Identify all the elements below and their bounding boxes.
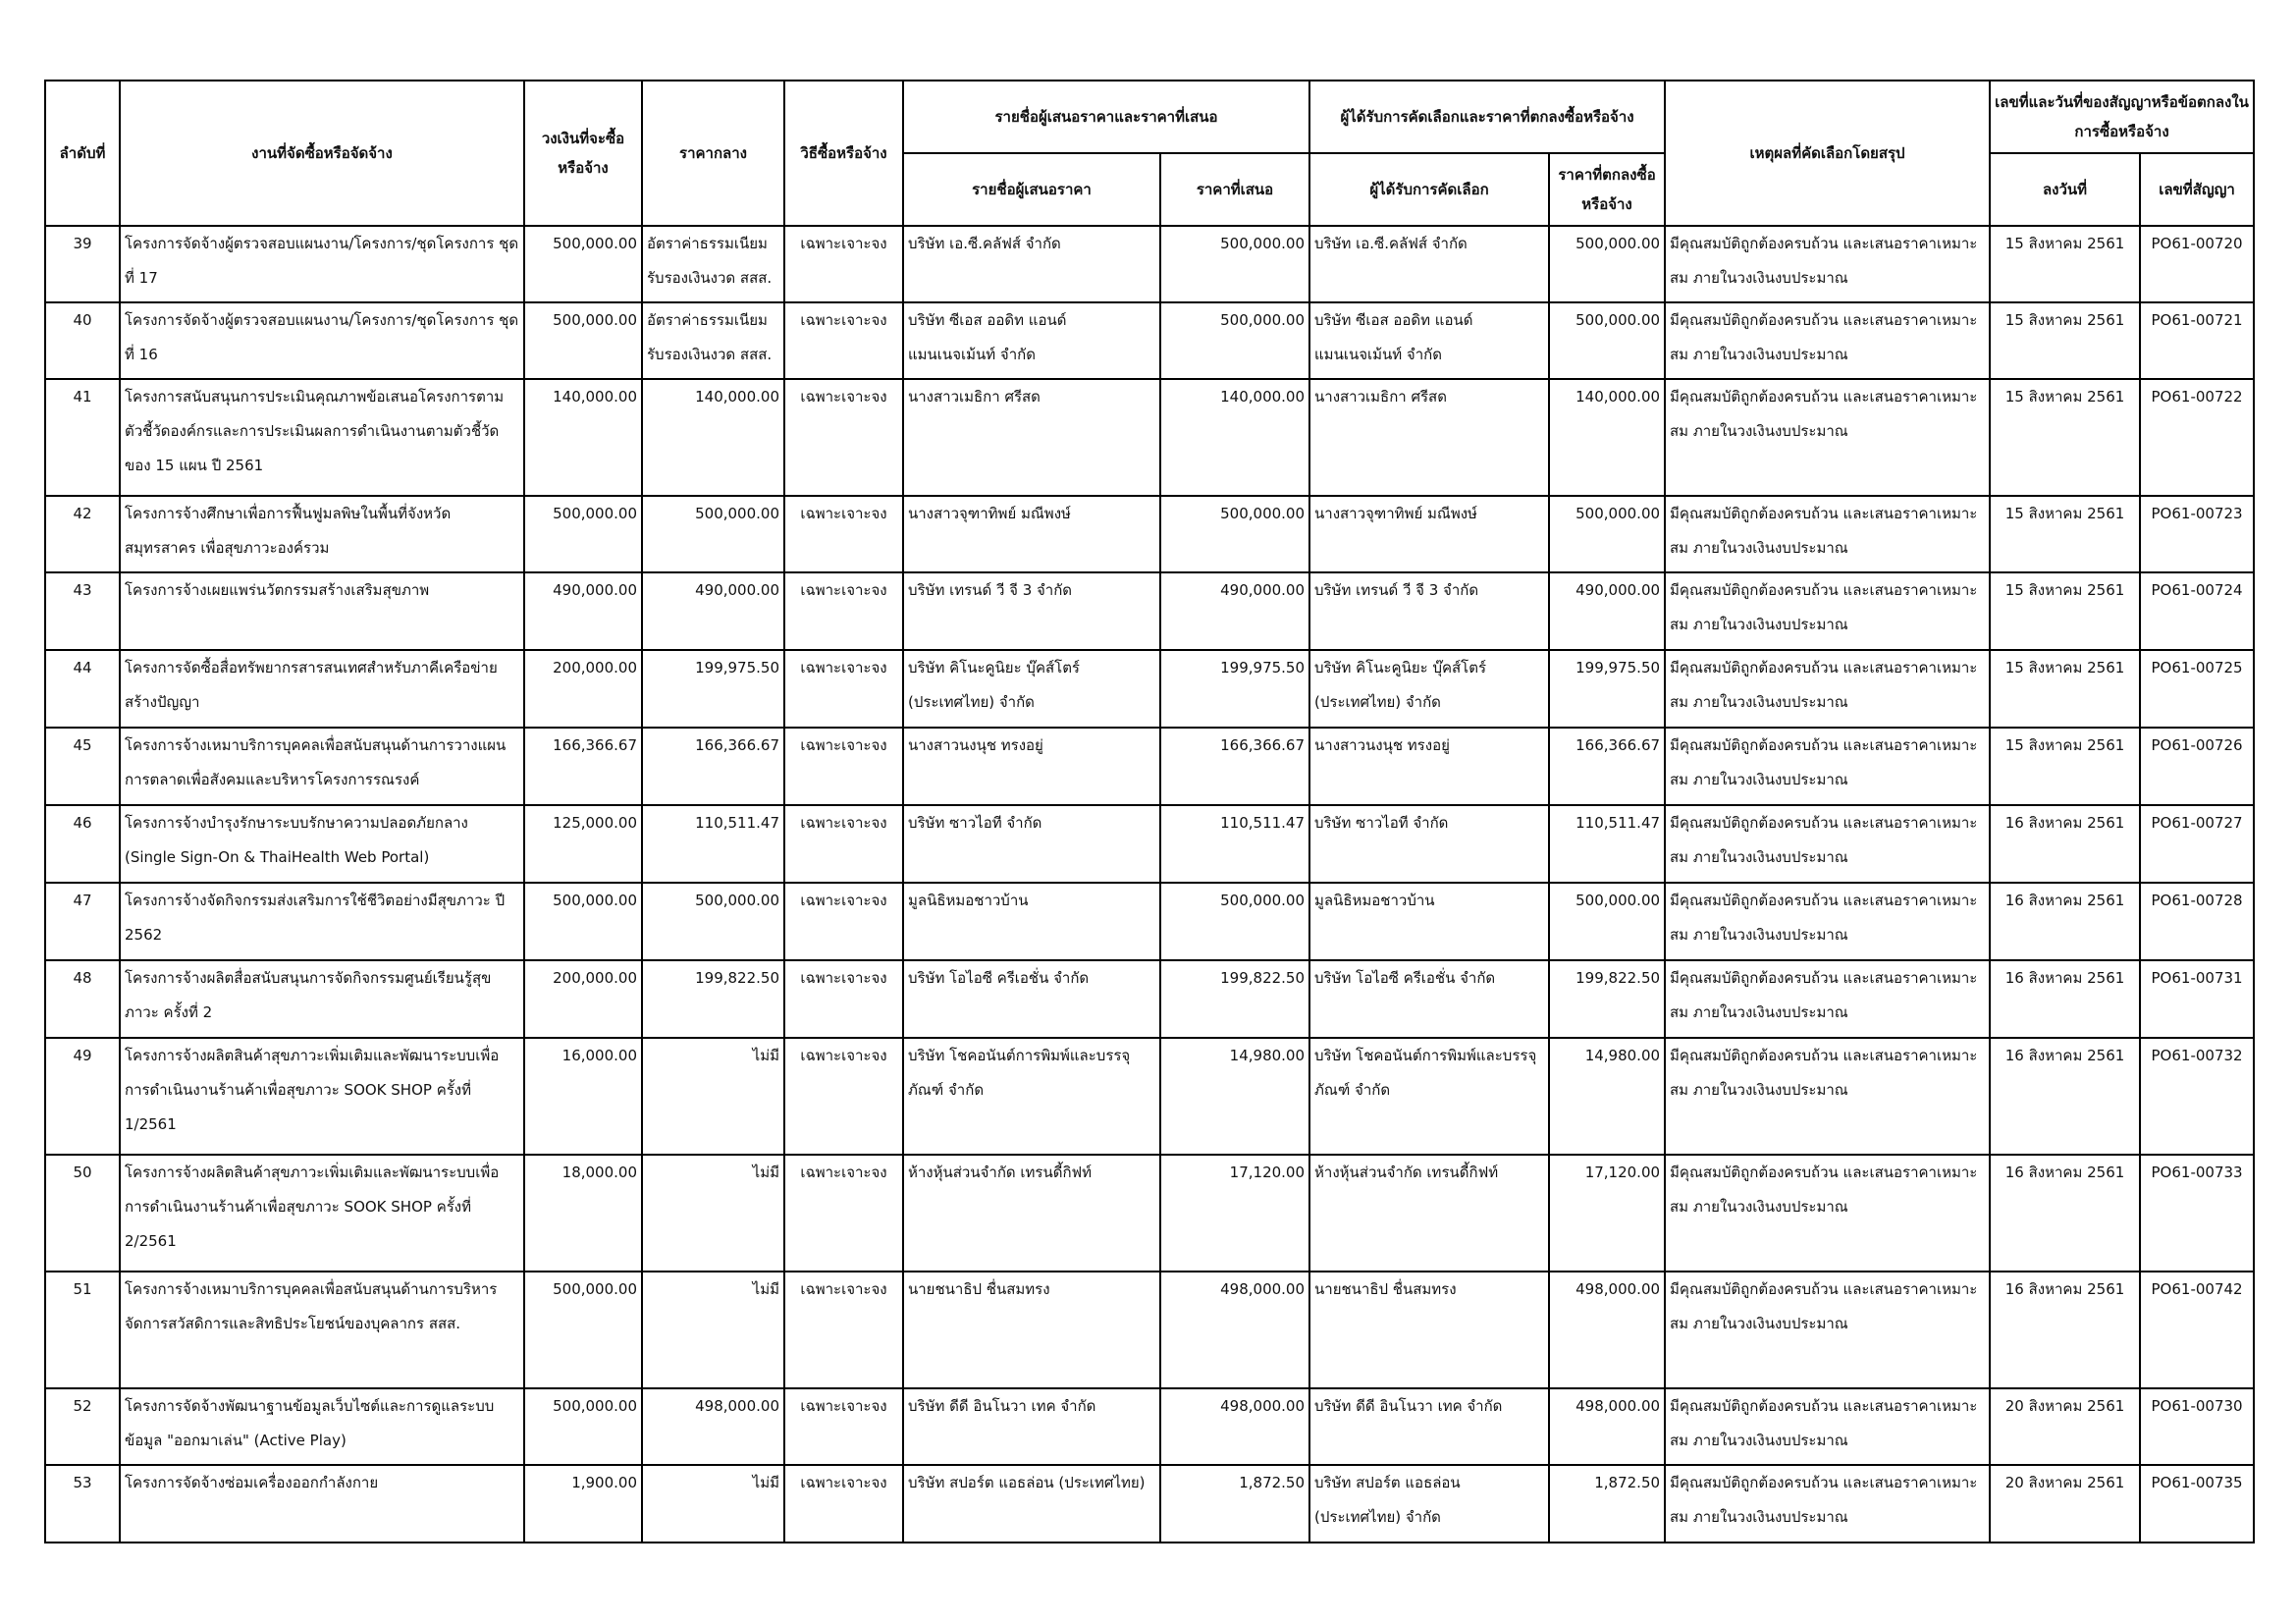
header-budget: วงเงินที่จะซื้อหรือจ้าง bbox=[524, 81, 642, 226]
header-bidder-name: รายชื่อผู้เสนอราคา bbox=[903, 153, 1160, 226]
cell-no: 47 bbox=[45, 883, 120, 960]
cell-budget: 500,000.00 bbox=[524, 302, 642, 379]
cell-selected-name: บริษัท เทรนด์ วี จี 3 จำกัด bbox=[1309, 572, 1549, 650]
cell-agreed-price: 199,822.50 bbox=[1549, 960, 1665, 1038]
procurement-report-sheet bbox=[44, 80, 2255, 1543]
cell-selected-name: ห้างหุ้นส่วนจำกัด เทรนดี้กิฟท์ bbox=[1309, 1155, 1549, 1272]
cell-contract-no: PO61-00722 bbox=[2140, 379, 2254, 496]
cell-budget: 16,000.00 bbox=[524, 1038, 642, 1155]
cell-no: 44 bbox=[45, 650, 120, 728]
cell-selected-name: บริษัท ซาวไอที จำกัด bbox=[1309, 805, 1549, 883]
cell-no: 45 bbox=[45, 728, 120, 805]
cell-contract-no: PO61-00733 bbox=[2140, 1155, 2254, 1272]
cell-bid-price: 110,511.47 bbox=[1160, 805, 1309, 883]
cell-contract-no: PO61-00726 bbox=[2140, 728, 2254, 805]
cell-no: 42 bbox=[45, 496, 120, 572]
cell-budget: 200,000.00 bbox=[524, 650, 642, 728]
cell-bid-price: 500,000.00 bbox=[1160, 496, 1309, 572]
table-row bbox=[45, 1388, 2254, 1465]
header-agreed-price: ราคาที่ตกลงซื้อหรือจ้าง bbox=[1549, 153, 1665, 226]
cell-bid-price: 490,000.00 bbox=[1160, 572, 1309, 650]
header-contract-date: ลงวันที่ bbox=[1990, 153, 2140, 226]
cell-work: โครงการจัดจ้างผู้ตรวจสอบแผนงาน/โครงการ/ชุดโครงการ ชุดที่ 17 bbox=[120, 226, 524, 302]
cell-reason: มีคุณสมบัติถูกต้องครบถ้วน และเสนอราคาเหมาะสม ภายในวงเงินงบประมาณ bbox=[1665, 883, 1990, 960]
cell-median-price: 199,975.50 bbox=[642, 650, 784, 728]
table-header bbox=[45, 81, 2254, 226]
cell-selected-name: บริษัท ดีดี อินโนวา เทค จำกัด bbox=[1309, 1388, 1549, 1465]
cell-no: 50 bbox=[45, 1155, 120, 1272]
cell-contract-no: PO61-00730 bbox=[2140, 1388, 2254, 1465]
cell-agreed-price: 14,980.00 bbox=[1549, 1038, 1665, 1155]
cell-method: เฉพาะเจาะจง bbox=[784, 379, 903, 496]
cell-method: เฉพาะเจาะจง bbox=[784, 1038, 903, 1155]
table-row bbox=[45, 1465, 2254, 1543]
cell-method: เฉพาะเจาะจง bbox=[784, 302, 903, 379]
cell-bidder-name: บริษัท สปอร์ต แอธล่อน (ประเทศไทย) bbox=[903, 1465, 1160, 1543]
cell-no: 48 bbox=[45, 960, 120, 1038]
cell-work: โครงการจ้างผลิตสินค้าสุขภาวะเพิ่มเติมและพัฒนาระบบเพื่อการดำเนินงานร้านค้าเพื่อสุขภาวะ SOOK SHOP ครั้งที่ 1/2561 bbox=[120, 1038, 524, 1155]
cell-contract-date: 16 สิงหาคม 2561 bbox=[1990, 1038, 2140, 1155]
cell-method: เฉพาะเจาะจง bbox=[784, 496, 903, 572]
cell-work: โครงการจ้างศึกษาเพื่อการฟื้นฟูมลพิษในพื้นที่จังหวัดสมุทรสาคร เพื่อสุขภาวะองค์รวม bbox=[120, 496, 524, 572]
cell-reason: มีคุณสมบัติถูกต้องครบถ้วน และเสนอราคาเหมาะสม ภายในวงเงินงบประมาณ bbox=[1665, 805, 1990, 883]
cell-bid-price: 199,822.50 bbox=[1160, 960, 1309, 1038]
table-row bbox=[45, 1155, 2254, 1272]
cell-budget: 1,900.00 bbox=[524, 1465, 642, 1543]
header-selected-group: ผู้ได้รับการคัดเลือกและราคาที่ตกลงซื้อหรือจ้าง bbox=[1309, 81, 1665, 153]
cell-bidder-name: นางสาวจุฑาทิพย์ มณีพงษ์ bbox=[903, 496, 1160, 572]
cell-selected-name: นางสาวนงนุช ทรงอยู่ bbox=[1309, 728, 1549, 805]
cell-no: 39 bbox=[45, 226, 120, 302]
cell-bidder-name: บริษัท ซีเอส ออดิท แอนด์ แมนเนจเม้นท์ จำกัด bbox=[903, 302, 1160, 379]
cell-reason: มีคุณสมบัติถูกต้องครบถ้วน และเสนอราคาเหมาะสม ภายในวงเงินงบประมาณ bbox=[1665, 1038, 1990, 1155]
cell-work: โครงการจัดซื้อสื่อทรัพยากรสารสนเทศสำหรับภาคีเครือข่ายสร้างปัญญา bbox=[120, 650, 524, 728]
cell-bid-price: 1,872.50 bbox=[1160, 1465, 1309, 1543]
table-row bbox=[45, 379, 2254, 496]
cell-budget: 500,000.00 bbox=[524, 226, 642, 302]
cell-reason: มีคุณสมบัติถูกต้องครบถ้วน และเสนอราคาเหมาะสม ภายในวงเงินงบประมาณ bbox=[1665, 1155, 1990, 1272]
table-row bbox=[45, 883, 2254, 960]
cell-median-price: ไม่มี bbox=[642, 1038, 784, 1155]
cell-contract-date: 15 สิงหาคม 2561 bbox=[1990, 572, 2140, 650]
cell-bid-price: 498,000.00 bbox=[1160, 1272, 1309, 1388]
cell-bid-price: 199,975.50 bbox=[1160, 650, 1309, 728]
cell-contract-no: PO61-00723 bbox=[2140, 496, 2254, 572]
cell-selected-name: บริษัท โชคอนันต์การพิมพ์และบรรจุภัณฑ์ จำกัด bbox=[1309, 1038, 1549, 1155]
cell-bidder-name: บริษัท เทรนด์ วี จี 3 จำกัด bbox=[903, 572, 1160, 650]
cell-reason: มีคุณสมบัติถูกต้องครบถ้วน และเสนอราคาเหมาะสม ภายในวงเงินงบประมาณ bbox=[1665, 226, 1990, 302]
cell-agreed-price: 140,000.00 bbox=[1549, 379, 1665, 496]
cell-bidder-name: ห้างหุ้นส่วนจำกัด เทรนดี้กิฟท์ bbox=[903, 1155, 1160, 1272]
cell-contract-no: PO61-00725 bbox=[2140, 650, 2254, 728]
header-bidders-group: รายชื่อผู้เสนอราคาและราคาที่เสนอ bbox=[903, 81, 1309, 153]
cell-selected-name: มูลนิธิหมอชาวบ้าน bbox=[1309, 883, 1549, 960]
cell-bidder-name: บริษัท โอไอซี ครีเอชั่น จำกัด bbox=[903, 960, 1160, 1038]
cell-reason: มีคุณสมบัติถูกต้องครบถ้วน และเสนอราคาเหมาะสม ภายในวงเงินงบประมาณ bbox=[1665, 302, 1990, 379]
table-row bbox=[45, 650, 2254, 728]
cell-no: 43 bbox=[45, 572, 120, 650]
cell-method: เฉพาะเจาะจง bbox=[784, 1155, 903, 1272]
cell-median-price: 498,000.00 bbox=[642, 1388, 784, 1465]
table-row bbox=[45, 805, 2254, 883]
cell-contract-no: PO61-00735 bbox=[2140, 1465, 2254, 1543]
cell-agreed-price: 500,000.00 bbox=[1549, 883, 1665, 960]
cell-selected-name: นายชนาธิป ชื่นสมทรง bbox=[1309, 1272, 1549, 1388]
header-selected-name: ผู้ได้รับการคัดเลือก bbox=[1309, 153, 1549, 226]
cell-reason: มีคุณสมบัติถูกต้องครบถ้วน และเสนอราคาเหมาะสม ภายในวงเงินงบประมาณ bbox=[1665, 379, 1990, 496]
cell-method: เฉพาะเจาะจง bbox=[784, 1388, 903, 1465]
cell-contract-date: 16 สิงหาคม 2561 bbox=[1990, 805, 2140, 883]
cell-budget: 500,000.00 bbox=[524, 496, 642, 572]
cell-reason: มีคุณสมบัติถูกต้องครบถ้วน และเสนอราคาเหมาะสม ภายในวงเงินงบประมาณ bbox=[1665, 960, 1990, 1038]
cell-reason: มีคุณสมบัติถูกต้องครบถ้วน และเสนอราคาเหมาะสม ภายในวงเงินงบประมาณ bbox=[1665, 650, 1990, 728]
cell-budget: 500,000.00 bbox=[524, 1388, 642, 1465]
cell-budget: 125,000.00 bbox=[524, 805, 642, 883]
header-work: งานที่จัดซื้อหรือจัดจ้าง bbox=[120, 81, 524, 226]
cell-work: โครงการจ้างจัดกิจกรรมส่งเสริมการใช้ชีวิตอย่างมีสุขภาวะ ปี 2562 bbox=[120, 883, 524, 960]
header-bid-price: ราคาที่เสนอ bbox=[1160, 153, 1309, 226]
cell-no: 46 bbox=[45, 805, 120, 883]
cell-bidder-name: มูลนิธิหมอชาวบ้าน bbox=[903, 883, 1160, 960]
cell-contract-date: 15 สิงหาคม 2561 bbox=[1990, 496, 2140, 572]
cell-median-price: 490,000.00 bbox=[642, 572, 784, 650]
cell-reason: มีคุณสมบัติถูกต้องครบถ้วน และเสนอราคาเหมาะสม ภายในวงเงินงบประมาณ bbox=[1665, 496, 1990, 572]
table-row bbox=[45, 226, 2254, 302]
cell-bidder-name: นายชนาธิป ชื่นสมทรง bbox=[903, 1272, 1160, 1388]
cell-agreed-price: 1,872.50 bbox=[1549, 1465, 1665, 1543]
cell-work: โครงการจ้างบำรุงรักษาระบบรักษาความปลอดภัยกลาง (Single Sign-On & ThaiHealth Web Portal) bbox=[120, 805, 524, 883]
cell-no: 40 bbox=[45, 302, 120, 379]
cell-contract-no: PO61-00732 bbox=[2140, 1038, 2254, 1155]
table-row bbox=[45, 728, 2254, 805]
cell-median-price: ไม่มี bbox=[642, 1155, 784, 1272]
cell-no: 41 bbox=[45, 379, 120, 496]
cell-no: 52 bbox=[45, 1388, 120, 1465]
cell-contract-no: PO61-00727 bbox=[2140, 805, 2254, 883]
table-row bbox=[45, 302, 2254, 379]
cell-agreed-price: 498,000.00 bbox=[1549, 1272, 1665, 1388]
cell-selected-name: บริษัท คิโนะคูนิยะ บุ๊คส์โตร์ (ประเทศไทย) จำกัด bbox=[1309, 650, 1549, 728]
cell-median-price: 110,511.47 bbox=[642, 805, 784, 883]
cell-contract-no: PO61-00724 bbox=[2140, 572, 2254, 650]
cell-median-price: ไม่มี bbox=[642, 1272, 784, 1388]
cell-reason: มีคุณสมบัติถูกต้องครบถ้วน และเสนอราคาเหมาะสม ภายในวงเงินงบประมาณ bbox=[1665, 728, 1990, 805]
cell-no: 53 bbox=[45, 1465, 120, 1543]
cell-work: โครงการจ้างผลิตสินค้าสุขภาวะเพิ่มเติมและพัฒนาระบบเพื่อการดำเนินงานร้านค้าเพื่อสุขภาวะ SOOK SHOP ครั้งที่ 2/2561 bbox=[120, 1155, 524, 1272]
cell-bidder-name: บริษัท ซาวไอที จำกัด bbox=[903, 805, 1160, 883]
header-reason: เหตุผลที่คัดเลือกโดยสรุป bbox=[1665, 81, 1990, 226]
cell-reason: มีคุณสมบัติถูกต้องครบถ้วน และเสนอราคาเหมาะสม ภายในวงเงินงบประมาณ bbox=[1665, 1272, 1990, 1388]
cell-median-price: 166,366.67 bbox=[642, 728, 784, 805]
cell-contract-no: PO61-00721 bbox=[2140, 302, 2254, 379]
cell-work: โครงการจ้างเผยแพร่นวัตกรรมสร้างเสริมสุขภาพ bbox=[120, 572, 524, 650]
cell-agreed-price: 17,120.00 bbox=[1549, 1155, 1665, 1272]
cell-no: 49 bbox=[45, 1038, 120, 1155]
cell-bid-price: 498,000.00 bbox=[1160, 1388, 1309, 1465]
cell-bidder-name: บริษัท คิโนะคูนิยะ บุ๊คส์โตร์ (ประเทศไทย) จำกัด bbox=[903, 650, 1160, 728]
cell-selected-name: บริษัท เอ.ซี.คลัฟส์ จำกัด bbox=[1309, 226, 1549, 302]
header-contract-group: เลขที่และวันที่ของสัญญาหรือข้อตกลงในการซื้อหรือจ้าง bbox=[1990, 81, 2254, 153]
cell-contract-no: PO61-00720 bbox=[2140, 226, 2254, 302]
cell-budget: 490,000.00 bbox=[524, 572, 642, 650]
cell-budget: 166,366.67 bbox=[524, 728, 642, 805]
cell-agreed-price: 500,000.00 bbox=[1549, 496, 1665, 572]
cell-selected-name: บริษัท สปอร์ต แอธล่อน (ประเทศไทย) จำกัด bbox=[1309, 1465, 1549, 1543]
cell-contract-no: PO61-00742 bbox=[2140, 1272, 2254, 1388]
cell-selected-name: บริษัท โอไอซี ครีเอชั่น จำกัด bbox=[1309, 960, 1549, 1038]
cell-work: โครงการสนับสนุนการประเมินคุณภาพข้อเสนอโครงการตามตัวชี้วัดองค์กรและการประเมินผลการดำเนินงานตามตัวชี้วัดของ 15 แผน ปี 2561 bbox=[120, 379, 524, 496]
cell-contract-no: PO61-00731 bbox=[2140, 960, 2254, 1038]
cell-contract-date: 16 สิงหาคม 2561 bbox=[1990, 1155, 2140, 1272]
cell-median-price: อัตราค่าธรรมเนียมรับรองเงินงวด สสส. bbox=[642, 302, 784, 379]
cell-work: โครงการจัดจ้างซ่อมเครื่องออกกำลังกาย bbox=[120, 1465, 524, 1543]
cell-method: เฉพาะเจาะจง bbox=[784, 1465, 903, 1543]
cell-bidder-name: บริษัท ดีดี อินโนวา เทค จำกัด bbox=[903, 1388, 1160, 1465]
cell-bid-price: 500,000.00 bbox=[1160, 302, 1309, 379]
cell-budget: 140,000.00 bbox=[524, 379, 642, 496]
cell-reason: มีคุณสมบัติถูกต้องครบถ้วน และเสนอราคาเหมาะสม ภายในวงเงินงบประมาณ bbox=[1665, 572, 1990, 650]
cell-bid-price: 500,000.00 bbox=[1160, 883, 1309, 960]
cell-method: เฉพาะเจาะจง bbox=[784, 650, 903, 728]
cell-no: 51 bbox=[45, 1272, 120, 1388]
cell-bidder-name: นางสาวเมธิกา ศรีสด bbox=[903, 379, 1160, 496]
cell-work: โครงการจ้างเหมาบริการบุคคลเพื่อสนับสนุนด้านการวางแผนการตลาดเพื่อสังคมและบริหารโครงการรณรงค์ bbox=[120, 728, 524, 805]
cell-budget: 18,000.00 bbox=[524, 1155, 642, 1272]
header-method: วิธีซื้อหรือจ้าง bbox=[784, 81, 903, 226]
cell-contract-date: 15 สิงหาคม 2561 bbox=[1990, 226, 2140, 302]
header-no: ลำดับที่ bbox=[45, 81, 120, 226]
cell-budget: 200,000.00 bbox=[524, 960, 642, 1038]
cell-method: เฉพาะเจาะจง bbox=[784, 572, 903, 650]
cell-budget: 500,000.00 bbox=[524, 1272, 642, 1388]
cell-contract-date: 15 สิงหาคม 2561 bbox=[1990, 650, 2140, 728]
cell-bid-price: 17,120.00 bbox=[1160, 1155, 1309, 1272]
cell-budget: 500,000.00 bbox=[524, 883, 642, 960]
cell-agreed-price: 498,000.00 bbox=[1549, 1388, 1665, 1465]
cell-work: โครงการจ้างผลิตสื่อสนับสนุนการจัดกิจกรรมศูนย์เรียนรู้สุขภาวะ ครั้งที่ 2 bbox=[120, 960, 524, 1038]
procurement-table bbox=[44, 80, 2255, 1543]
cell-selected-name: บริษัท ซีเอส ออดิท แอนด์ แมนเนจเม้นท์ จำกัด bbox=[1309, 302, 1549, 379]
cell-method: เฉพาะเจาะจง bbox=[784, 883, 903, 960]
cell-agreed-price: 199,975.50 bbox=[1549, 650, 1665, 728]
cell-median-price: ไม่มี bbox=[642, 1465, 784, 1543]
table-row bbox=[45, 960, 2254, 1038]
table-row bbox=[45, 496, 2254, 572]
cell-method: เฉพาะเจาะจง bbox=[784, 1272, 903, 1388]
cell-contract-date: 16 สิงหาคม 2561 bbox=[1990, 883, 2140, 960]
cell-method: เฉพาะเจาะจง bbox=[784, 960, 903, 1038]
cell-median-price: 199,822.50 bbox=[642, 960, 784, 1038]
cell-bidder-name: นางสาวนงนุช ทรงอยู่ bbox=[903, 728, 1160, 805]
cell-median-price: อัตราค่าธรรมเนียมรับรองเงินงวด สสส. bbox=[642, 226, 784, 302]
cell-bidder-name: บริษัท เอ.ซี.คลัฟส์ จำกัด bbox=[903, 226, 1160, 302]
cell-reason: มีคุณสมบัติถูกต้องครบถ้วน และเสนอราคาเหมาะสม ภายในวงเงินงบประมาณ bbox=[1665, 1388, 1990, 1465]
header-contract-no: เลขที่สัญญา bbox=[2140, 153, 2254, 226]
cell-selected-name: นางสาวเมธิกา ศรีสด bbox=[1309, 379, 1549, 496]
cell-bid-price: 14,980.00 bbox=[1160, 1038, 1309, 1155]
cell-method: เฉพาะเจาะจง bbox=[784, 728, 903, 805]
cell-contract-date: 15 สิงหาคม 2561 bbox=[1990, 379, 2140, 496]
cell-bidder-name: บริษัท โชคอนันต์การพิมพ์และบรรจุภัณฑ์ จำกัด bbox=[903, 1038, 1160, 1155]
cell-bid-price: 166,366.67 bbox=[1160, 728, 1309, 805]
table-row bbox=[45, 1038, 2254, 1155]
cell-work: โครงการจ้างเหมาบริการบุคคลเพื่อสนับสนุนด้านการบริหารจัดการสวัสดิการและสิทธิประโยชน์ของบุคลากร สสส. bbox=[120, 1272, 524, 1388]
cell-method: เฉพาะเจาะจง bbox=[784, 805, 903, 883]
cell-contract-date: 20 สิงหาคม 2561 bbox=[1990, 1388, 2140, 1465]
cell-selected-name: นางสาวจุฑาทิพย์ มณีพงษ์ bbox=[1309, 496, 1549, 572]
cell-contract-date: 15 สิงหาคม 2561 bbox=[1990, 728, 2140, 805]
cell-reason: มีคุณสมบัติถูกต้องครบถ้วน และเสนอราคาเหมาะสม ภายในวงเงินงบประมาณ bbox=[1665, 1465, 1990, 1543]
cell-work: โครงการจัดจ้างพัฒนาฐานข้อมูลเว็บไซต์และการดูแลระบบข้อมูล "ออกมาเล่น" (Active Play) bbox=[120, 1388, 524, 1465]
header-median-price: ราคากลาง bbox=[642, 81, 784, 226]
cell-bid-price: 140,000.00 bbox=[1160, 379, 1309, 496]
table-body bbox=[45, 226, 2254, 1543]
cell-agreed-price: 500,000.00 bbox=[1549, 302, 1665, 379]
cell-contract-date: 20 สิงหาคม 2561 bbox=[1990, 1465, 2140, 1543]
cell-contract-date: 15 สิงหาคม 2561 bbox=[1990, 302, 2140, 379]
cell-work: โครงการจัดจ้างผู้ตรวจสอบแผนงาน/โครงการ/ชุดโครงการ ชุดที่ 16 bbox=[120, 302, 524, 379]
table-row bbox=[45, 1272, 2254, 1388]
cell-contract-date: 16 สิงหาคม 2561 bbox=[1990, 1272, 2140, 1388]
cell-median-price: 500,000.00 bbox=[642, 883, 784, 960]
cell-contract-date: 16 สิงหาคม 2561 bbox=[1990, 960, 2140, 1038]
cell-agreed-price: 490,000.00 bbox=[1549, 572, 1665, 650]
cell-agreed-price: 500,000.00 bbox=[1549, 226, 1665, 302]
table-row bbox=[45, 572, 2254, 650]
cell-contract-no: PO61-00728 bbox=[2140, 883, 2254, 960]
cell-agreed-price: 110,511.47 bbox=[1549, 805, 1665, 883]
cell-median-price: 500,000.00 bbox=[642, 496, 784, 572]
cell-bid-price: 500,000.00 bbox=[1160, 226, 1309, 302]
cell-method: เฉพาะเจาะจง bbox=[784, 226, 903, 302]
cell-agreed-price: 166,366.67 bbox=[1549, 728, 1665, 805]
cell-median-price: 140,000.00 bbox=[642, 379, 784, 496]
